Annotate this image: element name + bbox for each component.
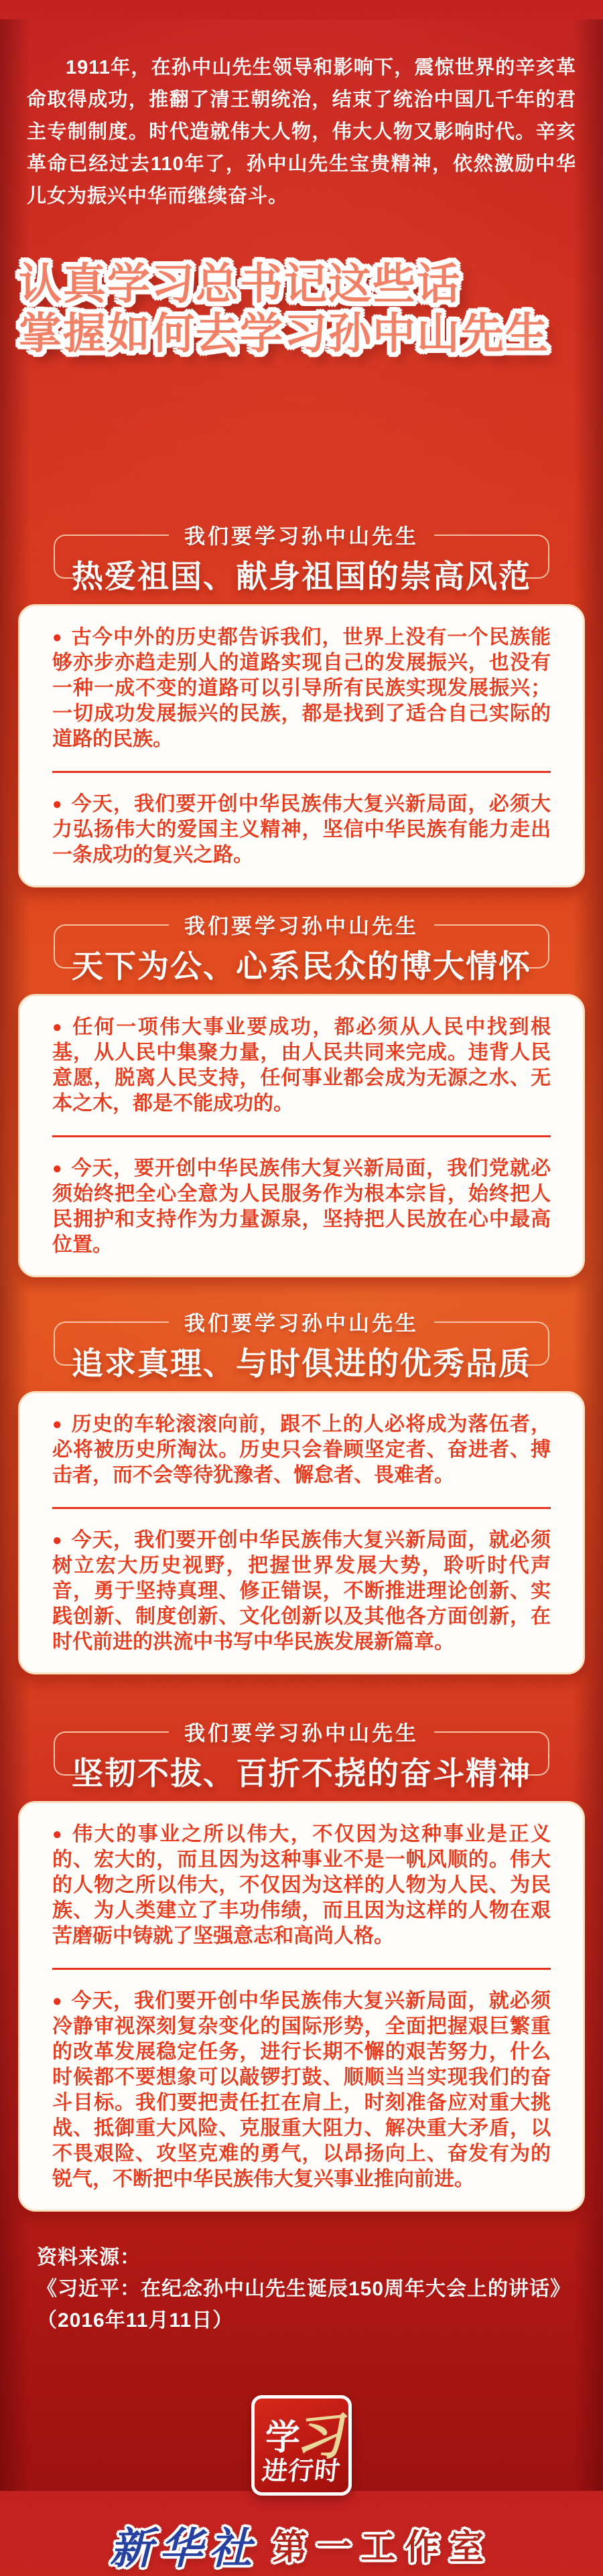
quote-paragraph xyxy=(52,1528,551,1655)
quote-text: 历史的车轮滚滚向前，跟不上的人必将成为落伍者，必将被历史所淘汰。历史只会眷顾坚定者、奋进者、搏击者，而不会等待犹豫者、懈怠者、畏难者。 xyxy=(52,1413,551,1486)
source-date: （2016年11月11日） xyxy=(37,2309,234,2332)
quote-paragraph xyxy=(52,625,551,752)
bullet-dot-icon: ● xyxy=(52,1825,64,1843)
main-title-line-1: 认真学习总书记这些话 xyxy=(19,260,461,308)
source-work: 《习近平：在纪念孙中山先生诞辰150周年大会上的讲话》 xyxy=(37,2278,572,2300)
section-title: 坚韧不拔、百折不挠的奋斗精神 xyxy=(72,1755,531,1791)
section-perseverance xyxy=(0,1721,603,2212)
quote-text: 古今中外的历史都告诉我们，世界上没有一个民族能够亦步亦趋走别人的道路实现自己的发展振兴，也没有一种一成不变的道路可以引导所有民族实现发展振兴；一切成功发展振兴的民族，都是找到了适合自己实际的道路的民族。 xyxy=(52,626,551,750)
quote-paragraph xyxy=(52,1989,551,2192)
quote-text: 今天，要开创中华民族伟大复兴新局面，我们党就必须始终把全心全意为人民服务作为根本宗旨，始终把人民拥护和支持作为力量源泉，坚持把人民放在心中最高位置。 xyxy=(52,1157,551,1256)
section-kicker: 我们要学习孙中山先生 xyxy=(184,1311,419,1336)
source-label: 资料来源： xyxy=(37,2246,141,2269)
bullet-dot-icon: ● xyxy=(52,628,63,646)
section-header-frame xyxy=(54,914,549,984)
section-kicker: 我们要学习孙中山先生 xyxy=(184,524,419,549)
main-title-line-2: 掌握如何去学习孙中山先生 xyxy=(19,309,549,358)
bullet-dot-icon: ● xyxy=(52,795,63,813)
section-kicker: 我们要学习孙中山先生 xyxy=(184,1721,419,1745)
section-patriotism xyxy=(0,524,603,887)
section-title: 天下为公、心系民众的博大情怀 xyxy=(72,948,531,984)
quote-paragraph xyxy=(52,1156,551,1258)
xuexi-jinxingshi-logo xyxy=(251,2395,352,2496)
section-title: 追求真理、与时俱进的优秀品质 xyxy=(72,1345,531,1381)
section-people xyxy=(0,914,603,1277)
quote-card xyxy=(18,1801,585,2212)
quote-paragraph xyxy=(52,1412,551,1488)
section-header-frame xyxy=(54,1311,549,1381)
quote-text: 伟大的事业之所以伟大，不仅因为这种事业是正义的、宏大的，而且因为这种事业不是一帆风顺的。伟大的人物之所以伟大，不仅因为这样的人物为人民、为民族、为人类建立了丰功伟绩，而且因为这样的人物在艰苦磨砺中铸就了坚强意志和高尚人格。 xyxy=(52,1823,551,1947)
bullet-dot-icon: ● xyxy=(52,1018,64,1036)
footer-signature xyxy=(0,2514,603,2576)
bullet-dot-icon: ● xyxy=(52,1159,63,1177)
xinhua-agency-calligraphy: 新华社 xyxy=(109,2525,259,2573)
card-divider xyxy=(52,771,551,773)
section-header-frame xyxy=(54,1721,549,1791)
seal-char-xue: 学 xyxy=(265,2419,301,2457)
section-kicker: 我们要学习孙中山先生 xyxy=(184,914,419,938)
first-studio-calligraphy: 第一工作室 xyxy=(272,2529,494,2567)
main-title xyxy=(19,259,603,358)
seal-bottom-text: 进行时 xyxy=(260,2457,342,2486)
bullet-dot-icon: ● xyxy=(52,1415,63,1433)
section-title: 热爱祖国、献身祖国的崇高风范 xyxy=(72,558,531,594)
bullet-dot-icon: ● xyxy=(52,1992,63,2010)
seal-char-xi-calligraphy: 习 xyxy=(291,2409,346,2469)
quote-paragraph xyxy=(52,1822,551,1949)
source-block xyxy=(37,2242,603,2336)
quote-text: 今天，我们要开创中华民族伟大复兴新局面，必须大力弘扬伟大的爱国主义精神，坚信中华民族有能力走出一条成功的复兴之路。 xyxy=(52,793,551,866)
quote-card xyxy=(18,994,585,1277)
intro-paragraph: 1911年，在孙中山先生领导和影响下，震惊世界的辛亥革命取得成功，推翻了清王朝统治，结束了统治中国几千年的君主专制制度。时代造就伟大人物，伟大人物又影响时代。辛亥革命已经过去110年了，孙中山先生宝贵精神，依然激励中华儿女为振兴中华而继续奋斗。 xyxy=(27,57,576,207)
quote-text: 今天，我们要开创中华民族伟大复兴新局面，就必须冷静审视深刻复杂变化的国际形势，全面把握艰巨繁重的改革发展稳定任务，进行长期不懈的艰苦努力，什么时候都不要想象可以敲锣打鼓、顺顺当当实现我们的奋斗目标。我们要把责任扛在肩上，时刻准备应对重大挑战、抵御重大风险、克服重大阻力、解决重大矛盾，以不畏艰险、攻坚克难的勇气，以昂扬向上、奋发有为的锐气，不断把中华民族伟大复兴事业推向前进。 xyxy=(52,1990,551,2190)
poster xyxy=(0,19,603,2576)
section-header-frame xyxy=(54,524,549,594)
card-divider xyxy=(52,1507,551,1509)
quote-card xyxy=(18,604,585,887)
quote-text: 今天，我们要开创中华民族伟大复兴新局面，就必须树立宏大历史视野，把握世界发展大势，聆听时代声音，勇于坚持真理、修正错误，不断推进理论创新、实践创新、制度创新、文化创新以及其他各方面创新，在时代前进的洪流中书写中华民族发展新篇章。 xyxy=(52,1529,551,1653)
quote-card xyxy=(18,1391,585,1674)
quote-paragraph xyxy=(52,1015,551,1117)
card-divider xyxy=(52,1135,551,1137)
section-truth xyxy=(0,1311,603,1674)
quote-text: 任何一项伟大事业要成功，都必须从人民中找到根基，从人民中集聚力量，由人民共同来完成。违背人民意愿，脱离人民支持，任何事业都会成为无源之水、无本之木，都是不能成功的。 xyxy=(52,1016,551,1115)
bullet-dot-icon: ● xyxy=(52,1531,63,1549)
quote-paragraph xyxy=(52,792,551,868)
card-divider xyxy=(52,1968,551,1970)
